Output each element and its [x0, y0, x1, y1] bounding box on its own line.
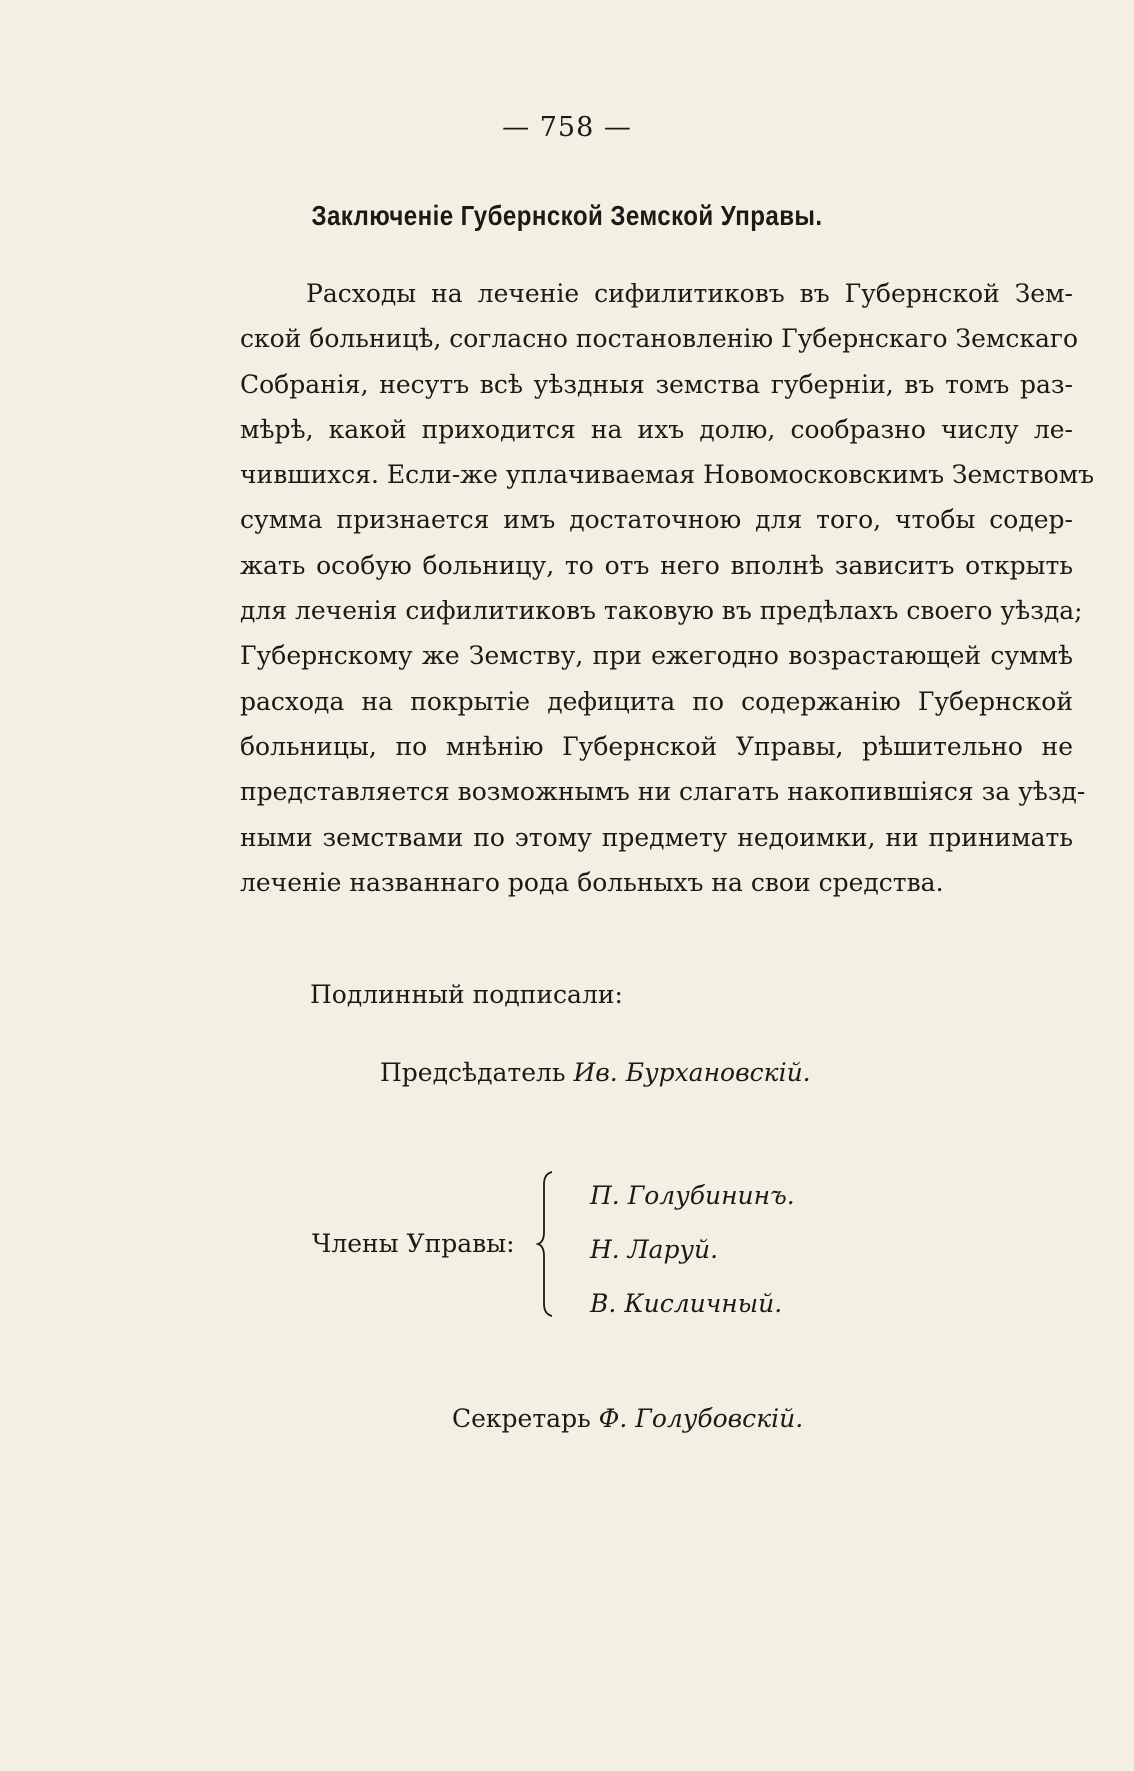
body-paragraph: [240, 271, 1095, 905]
section-title: Заключеніе Губернской Земской Управы.: [311, 200, 823, 231]
chairman-signature: [380, 1058, 811, 1087]
paragraph-line: расхода на покрытіе дефицита по содержанію Губернской: [240, 686, 1073, 716]
members-label: Члены Управы:: [312, 1229, 515, 1258]
member-name: В. Кисличный.: [590, 1289, 783, 1318]
paragraph-line: ными земствами по этому предмету недоимки, ни принимать: [240, 822, 1073, 852]
paragraph-line: жать особую больницу, то отъ него вполнѣ зависитъ открыть: [240, 550, 1073, 580]
paragraph-line: чившихся. Если-же уплачиваемая Новомосковскимъ Земствомъ: [240, 460, 1095, 490]
member-name: Н. Ларуй.: [590, 1235, 719, 1264]
paragraph-line: сумма признается имъ достаточною для того, чтобы содер-: [240, 505, 1073, 535]
curly-brace-icon: [536, 1170, 558, 1318]
paragraph-line: для леченія сифилитиковъ таковую въ предѣлахъ своего уѣзда;: [240, 596, 1083, 626]
signed-by-heading: Подлинный подписали:: [310, 980, 623, 1009]
paragraph-line: мѣрѣ, какой приходится на ихъ долю, сообразно числу ле-: [240, 414, 1073, 444]
chairman-name: Ив. Бурхановскій.: [573, 1058, 811, 1087]
paragraph-line: представляется возможнымъ ни слагать накопившіяся за уѣзд-: [240, 777, 1086, 807]
chairman-role: Предсѣдатель: [380, 1058, 566, 1087]
paragraph-line: Собранія, несутъ всѣ уѣздныя земства губерніи, въ томъ раз-: [240, 369, 1073, 399]
page-number: — 758 —: [502, 112, 632, 143]
paragraph-line: ской больницѣ, согласно постановленію Губернскаго Земскаго: [240, 324, 1079, 354]
secretary-name: Ф. Голубовскій.: [598, 1404, 804, 1433]
paragraph-line: Расходы на леченіе сифилитиковъ въ Губернской Зем-: [306, 279, 1073, 308]
members-list: [590, 1172, 795, 1334]
paragraph-line: Губернскому же Земству, при ежегодно возрастающей суммѣ: [240, 641, 1073, 671]
secretary-signature: [452, 1404, 803, 1433]
member-name: П. Голубининъ.: [590, 1181, 795, 1210]
secretary-role: Секретарь: [452, 1404, 591, 1433]
paragraph-line: больницы, по мнѣнію Губернской Управы, рѣшительно не: [240, 731, 1073, 761]
paragraph-line: леченіе названнаго рода больныхъ на свои средства.: [240, 867, 944, 897]
